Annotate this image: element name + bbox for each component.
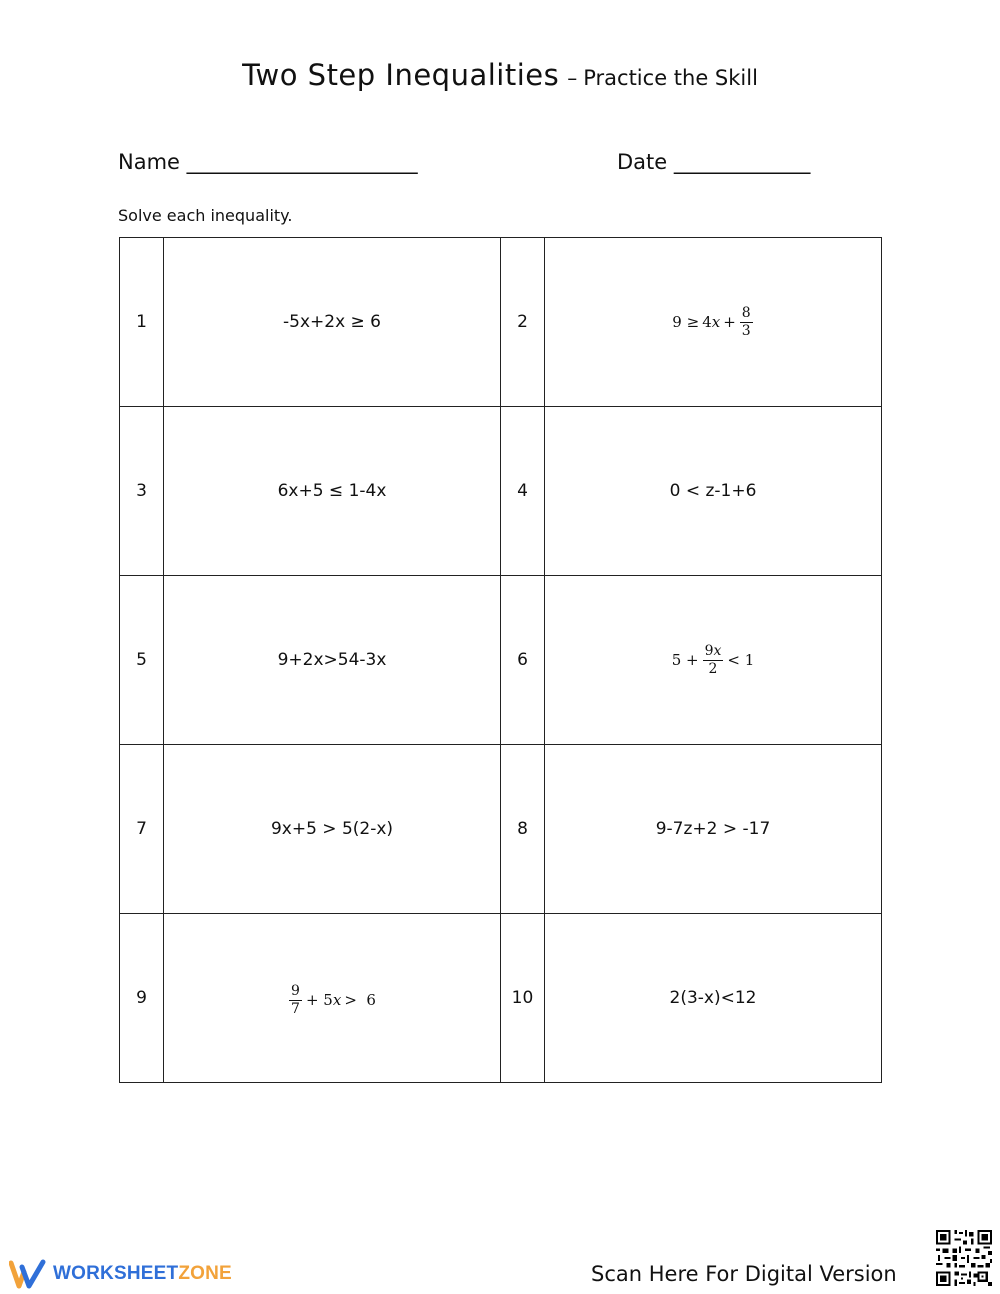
- problem-2-expression: [545, 238, 882, 407]
- problem-number: 1: [120, 238, 164, 407]
- fraction: [289, 984, 302, 1016]
- problem-1-expression: -5x+2x ≥ 6: [164, 238, 501, 407]
- problem-7-expression: 9x+5 > 5(2-x): [164, 745, 501, 914]
- name-label: Name: [118, 150, 180, 174]
- expr-var: x: [713, 642, 722, 659]
- fraction-numerator: 9: [291, 982, 300, 999]
- problems-table: [119, 237, 882, 1083]
- fraction: [740, 306, 753, 338]
- date-field[interactable]: [617, 150, 810, 174]
- problem-number: 8: [501, 745, 545, 914]
- problem-4-expression: 0 < z-1+6: [545, 407, 882, 576]
- problem-8-expression: 9-7z+2 > -17: [545, 745, 882, 914]
- title-main: Two Step Inequalities: [242, 58, 560, 92]
- table-row: [120, 914, 882, 1083]
- math-expression: [288, 984, 376, 1016]
- logo-text-part2: ZONE: [178, 1263, 232, 1284]
- problem-number: 5: [120, 576, 164, 745]
- table-row: [120, 745, 882, 914]
- fraction-denominator: 7: [291, 1000, 300, 1017]
- worksheet-title: [0, 58, 1000, 92]
- fraction: [703, 644, 724, 676]
- qr-code-icon[interactable]: [934, 1228, 994, 1288]
- math-expression: [672, 644, 755, 676]
- scan-instruction: Scan Here For Digital Version: [591, 1262, 897, 1286]
- fraction-numerator: [703, 644, 724, 661]
- expr-part: 5 +: [671, 651, 699, 669]
- date-label: Date: [617, 150, 668, 174]
- name-field[interactable]: [118, 150, 418, 174]
- fraction-numerator: 8: [741, 304, 751, 321]
- problem-3-expression: 6x+5 ≤ 1-4x: [164, 407, 501, 576]
- expr-var: x: [332, 991, 342, 1009]
- problem-number: 10: [501, 914, 545, 1083]
- expr-part: [306, 991, 341, 1009]
- fraction-denominator: 3: [741, 322, 751, 339]
- name-blank[interactable]: ______________________: [186, 150, 418, 174]
- expr-var: x: [711, 313, 721, 331]
- title-separator: –: [567, 66, 578, 90]
- problem-6-expression: [545, 576, 882, 745]
- instructions: Solve each inequality.: [118, 206, 293, 225]
- math-expression: [672, 306, 753, 338]
- expr-coef: 4: [702, 313, 712, 331]
- expr-coef: + 5: [305, 991, 333, 1009]
- problem-number: 7: [120, 745, 164, 914]
- problem-number: 3: [120, 407, 164, 576]
- expr-part: 9 ≥: [672, 313, 700, 331]
- logo-text: [53, 1263, 232, 1285]
- problem-number: 4: [501, 407, 545, 576]
- expr-part: < 1: [727, 651, 755, 669]
- table-row: [120, 576, 882, 745]
- expr-part: [702, 313, 720, 331]
- table-row: [120, 238, 882, 407]
- title-subtitle: Practice the Skill: [583, 66, 758, 90]
- expr-coef: 9: [704, 642, 714, 659]
- problem-9-expression: [164, 914, 501, 1083]
- worksheetzone-logo[interactable]: [9, 1259, 232, 1289]
- problem-5-expression: 9+2x>54-3x: [164, 576, 501, 745]
- expr-part: +: [723, 313, 736, 331]
- problem-number: 2: [501, 238, 545, 407]
- problem-10-expression: 2(3-x)<12: [545, 914, 882, 1083]
- problem-number: 6: [501, 576, 545, 745]
- expr-part: > 6: [344, 991, 376, 1009]
- w-logo-icon: [9, 1259, 47, 1289]
- table-row: [120, 407, 882, 576]
- logo-text-part1: WORKSHEET: [53, 1263, 179, 1284]
- date-blank[interactable]: _____________: [673, 150, 811, 174]
- problem-number: 9: [120, 914, 164, 1083]
- fraction-denominator: 2: [708, 660, 718, 677]
